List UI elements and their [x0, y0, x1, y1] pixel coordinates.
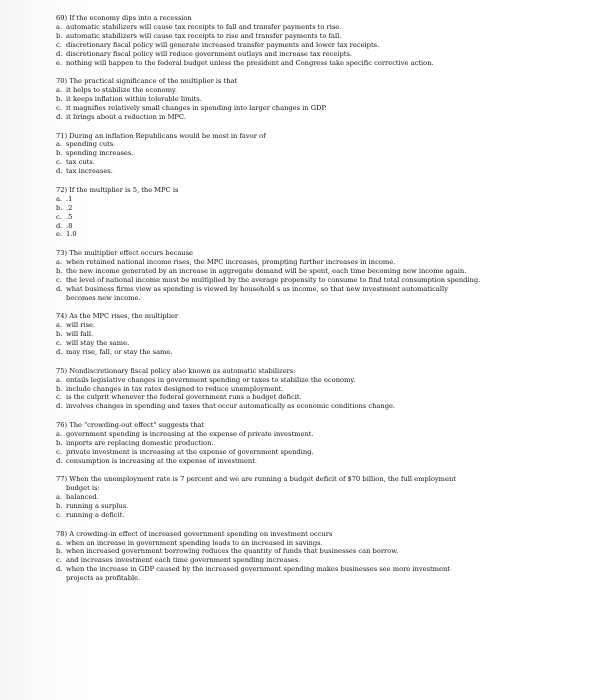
option-text: it helps to stabilize the economy. [66, 86, 177, 95]
option-text: .2 [66, 203, 73, 212]
answer-option [56, 339, 574, 348]
answer-option [56, 50, 574, 59]
answer-option [56, 41, 574, 50]
answer-option [56, 430, 574, 439]
option-text: discretionary fiscal policy will generate increased transfer payments and lower tax receipts. [66, 40, 380, 49]
answer-option [56, 348, 574, 357]
option-text: government spending is increasing at the expense of private investment. [66, 429, 314, 438]
option-text: .5 [66, 212, 73, 221]
option-letter: d. [56, 49, 63, 58]
option-letter: a. [56, 140, 63, 149]
question-list [56, 14, 574, 593]
option-letter: a. [56, 321, 63, 330]
option-letter: c. [56, 556, 62, 565]
answer-option [56, 393, 574, 402]
question-stem: 78) A crowding-in effect of increased government spending on investment occurs [56, 529, 333, 538]
option-letter: e. [56, 58, 63, 67]
option-text: may rise, fall, or stay the same. [66, 347, 173, 356]
option-text: automatic stabilizers will cause tax receipts to fall and transfer payments to rise. [66, 22, 342, 31]
question-block [56, 249, 574, 302]
question-stem: 72) If the multiplier is 5, the MPC is [56, 185, 179, 194]
option-letter: c. [56, 275, 62, 284]
answer-option [56, 556, 574, 565]
option-text: .1 [66, 194, 73, 203]
option-text: imports are replacing domestic production. [66, 438, 214, 447]
answer-option [56, 402, 574, 411]
question-stem: 76) The "crowding-out effect" suggests that [56, 421, 205, 430]
option-text: consumption is increasing at the expense of investment. [66, 456, 258, 465]
option-letter: c. [56, 339, 62, 348]
question-stem: 77) When the unemployment rate is 7 percent and we are running a budget deficit of $70 billion, the full employment [56, 475, 456, 484]
question-stem-continuation: budget is: [66, 484, 100, 493]
option-text: spending increases. [66, 149, 134, 158]
option-letter: b. [56, 330, 63, 339]
option-letter: d. [56, 167, 63, 176]
option-text: automatic stabilizers will cause tax receipts to rise and transfer payments to fall. [66, 31, 342, 40]
option-text: the new income generated by an increase in aggregate demand will be spent, each time becoming new income again. [66, 266, 467, 275]
option-text: discretionary fiscal policy will reduce government outlays and increase tax receipts. [66, 49, 353, 58]
option-letter: b. [56, 203, 63, 212]
option-text: the level of national income must be multiplied by the average propensity to consume to find total consumption spending. [66, 275, 481, 284]
answer-option [56, 213, 574, 222]
option-text: running a deficit. [66, 510, 125, 519]
option-text: spending cuts. [66, 140, 116, 149]
option-letter: b. [56, 31, 63, 40]
answer-option [56, 140, 574, 149]
answer-option [56, 167, 574, 176]
question-stem: 69) If the economy dips into a recession [56, 14, 192, 22]
answer-option [56, 539, 574, 548]
answer-option [56, 493, 574, 502]
option-letter: a. [56, 493, 63, 502]
answer-option [56, 23, 574, 32]
answer-option [56, 448, 574, 457]
answer-option [56, 276, 574, 285]
option-text: entails legislative changes in government spending or taxes to stabilize the economy. [66, 375, 356, 384]
option-text: is the culprit whenever the federal government runs a budget deficit. [66, 393, 302, 402]
option-text-continuation: becomes new income. [66, 293, 141, 302]
option-text: will rise. [66, 321, 96, 330]
answer-option [56, 376, 574, 385]
option-letter: c. [56, 40, 62, 49]
answer-option [56, 511, 574, 520]
option-letter: b. [56, 384, 63, 393]
option-text: tax increases. [66, 167, 113, 176]
option-letter: b. [56, 502, 63, 511]
question-block [56, 312, 574, 357]
answer-option [56, 204, 574, 213]
answer-option [56, 113, 574, 122]
option-letter: d. [56, 284, 63, 293]
question-stem: 71) During an inflation Republicans would be most in favor of [56, 131, 266, 140]
option-letter: c. [56, 393, 62, 402]
option-text: balanced. [66, 493, 99, 502]
answer-option [56, 439, 574, 448]
option-text: involves changes in spending and taxes that occur automatically as economic conditions change. [66, 402, 396, 411]
option-letter: c. [56, 212, 62, 221]
option-text: when increased government borrowing reduces the quantity of funds that businesses can borrow. [66, 547, 399, 556]
option-text: running a surplus. [66, 502, 129, 511]
option-letter: b. [56, 266, 63, 275]
option-letter: d. [56, 565, 63, 574]
question-block [56, 530, 574, 583]
answer-option [56, 285, 574, 294]
answer-option [56, 258, 574, 267]
option-letter: b. [56, 95, 63, 104]
option-letter: e. [56, 230, 63, 239]
option-text: what business firms view as spending is viewed by household s as income, so that new investment automatically [66, 284, 448, 293]
option-letter: c. [56, 158, 62, 167]
option-letter: c. [56, 103, 62, 112]
option-letter: b. [56, 438, 63, 447]
question-block [56, 421, 574, 466]
answer-option [56, 158, 574, 167]
option-letter: a. [56, 258, 63, 267]
option-letter: a. [56, 538, 63, 547]
option-text: 1.0 [66, 230, 77, 239]
option-letter: d. [56, 221, 63, 230]
option-text: it magnifies relatively small changes in spending into larger changes in GDP. [66, 103, 327, 112]
question-block [56, 475, 574, 520]
option-text: when retained national income rises, the MPC increases, prompting further increases in income. [66, 258, 396, 267]
option-text: when an increase in government spending leads to an increased in savings. [66, 538, 323, 547]
answer-option [56, 195, 574, 204]
option-text: tax cuts. [66, 158, 95, 167]
question-stem: 74) As the MPC rises, the multiplier [56, 312, 179, 321]
answer-option [56, 457, 574, 466]
question-stem: 75) Nondiscretionary fiscal policy also known as automatic stabilizers: [56, 366, 296, 375]
answer-option [56, 95, 574, 104]
question-block [56, 14, 574, 67]
answer-option [56, 104, 574, 113]
option-letter: d. [56, 112, 63, 121]
question-block [56, 77, 574, 122]
answer-option [56, 86, 574, 95]
option-letter: a. [56, 375, 63, 384]
option-letter: a. [56, 86, 63, 95]
answer-option [56, 222, 574, 231]
option-text: include changes in tax rates designed to reduce unemployment. [66, 384, 284, 393]
option-text: will stay the same. [66, 339, 130, 348]
answer-option [56, 565, 574, 574]
option-letter: c. [56, 510, 62, 519]
answer-option [56, 267, 574, 276]
answer-option [56, 32, 574, 41]
option-text-continuation: projects as profitable. [66, 574, 141, 583]
option-text: private investment is increasing at the expense of government spending. [66, 447, 314, 456]
answer-option [56, 330, 574, 339]
option-letter: d. [56, 347, 63, 356]
answer-option [56, 230, 574, 239]
option-text: nothing will happen to the federal budget unless the president and Congress take specific corrective action. [66, 58, 434, 67]
option-text: it brings about a reduction in MPC. [66, 112, 186, 121]
answer-option [56, 321, 574, 330]
question-block [56, 367, 574, 412]
option-letter: a. [56, 194, 63, 203]
answer-option [56, 149, 574, 158]
option-text: .8 [66, 221, 73, 230]
option-text: and increases investment each time government spending increases. [66, 556, 301, 565]
question-stem: 73) The multiplier effect occurs because [56, 249, 194, 258]
option-text: when the increase in GDP caused by the increased government spending makes businesses see more investment [66, 565, 450, 574]
option-letter: b. [56, 547, 63, 556]
answer-option [56, 59, 574, 68]
answer-option [56, 547, 574, 556]
answer-option [56, 385, 574, 394]
question-block [56, 132, 574, 177]
answer-option [56, 502, 574, 511]
question-block [56, 186, 574, 239]
question-stem: 70) The practical significance of the multiplier is that [56, 77, 238, 86]
option-text: it keeps inflation within tolerable limits. [66, 95, 202, 104]
option-text: will fall. [66, 330, 94, 339]
option-letter: a. [56, 22, 63, 31]
option-letter: a. [56, 429, 63, 438]
option-letter: b. [56, 149, 63, 158]
option-letter: c. [56, 447, 62, 456]
option-letter: d. [56, 402, 63, 411]
option-letter: d. [56, 456, 63, 465]
